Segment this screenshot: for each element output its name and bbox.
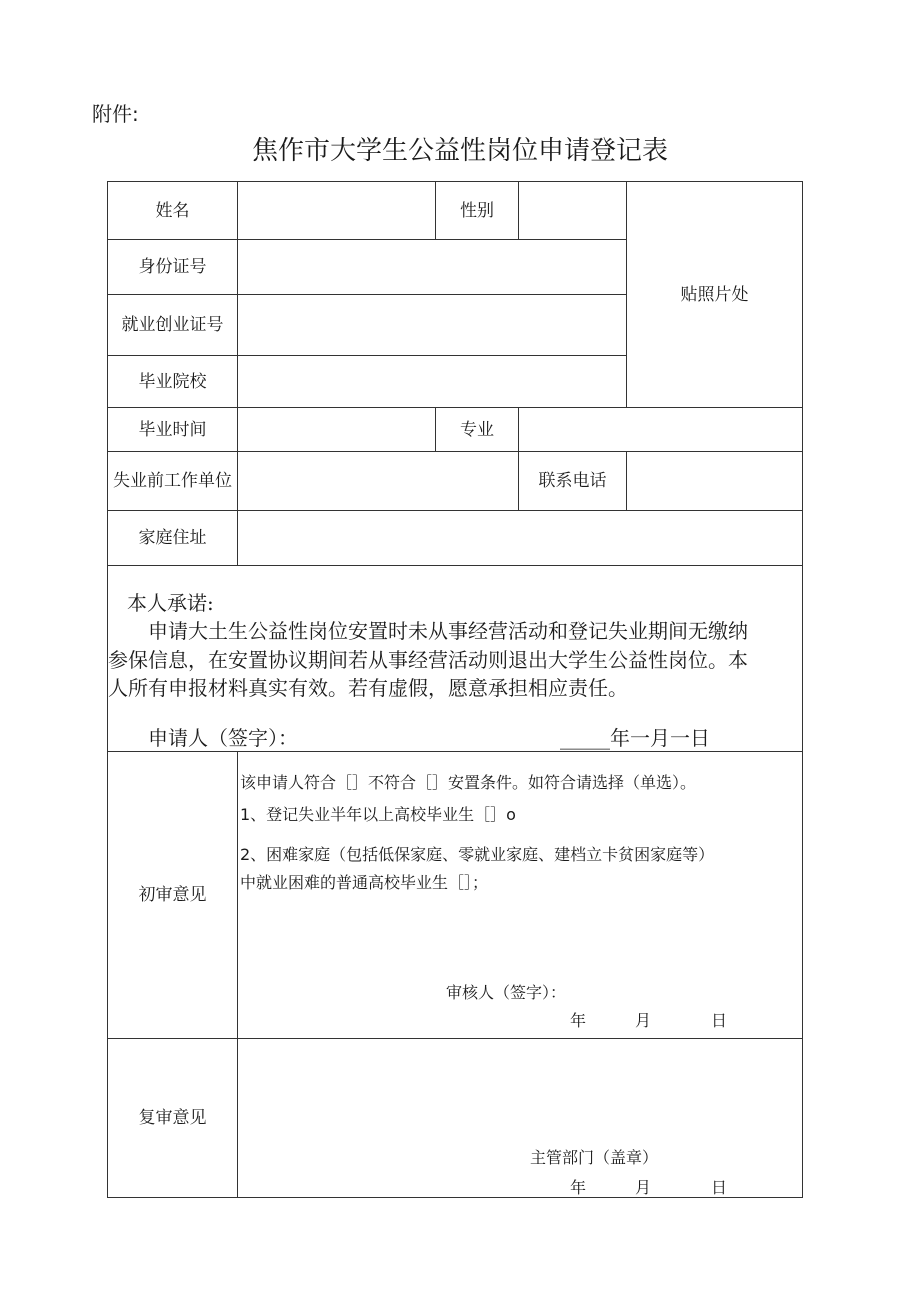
major-input[interactable] xyxy=(519,408,802,451)
name-label: 姓名 xyxy=(155,200,190,221)
grad-time-label: 毕业时间 xyxy=(138,419,207,440)
review-option-2[interactable]: 2、困难家庭（包括低保家庭、零就业家庭、建档立卡贫困家庭等） xyxy=(240,845,715,864)
row-line xyxy=(107,565,803,566)
pledge-line: 人所有申报材料真实有效。若有虚假，愿意承担相应责任。 xyxy=(108,676,628,700)
school-label: 毕业院校 xyxy=(138,371,207,392)
employment-cert-input[interactable] xyxy=(238,295,626,355)
second-review-day: 日 xyxy=(711,1178,728,1197)
second-review-month: 月 xyxy=(635,1178,652,1197)
review-month: 月 xyxy=(635,1011,652,1030)
phone-input[interactable] xyxy=(627,452,802,510)
id-number-label: 身份证号 xyxy=(138,257,207,277)
reviewer-signature-label: 审核人（签字）： xyxy=(446,983,567,1002)
attachment-label: 附件: xyxy=(92,102,139,126)
grad-time-input[interactable] xyxy=(238,408,435,451)
id-number-input[interactable] xyxy=(238,240,626,294)
prev-employer-label: 失业前工作单位 xyxy=(113,471,232,491)
initial-review-label: 初审意见 xyxy=(138,885,207,905)
col-line xyxy=(237,751,238,1198)
pledge-heading: 本人承诺: xyxy=(127,591,214,615)
dept-seal-label: 主管部门（盖章） xyxy=(530,1148,659,1167)
review-criteria-line: 该申请人符合［］不符合［］安置条件。如符合请选择（单选）。 xyxy=(240,773,697,792)
employment-cert-label: 就业创业证号 xyxy=(121,315,224,335)
table-border-right xyxy=(802,181,803,1198)
gender-label: 性别 xyxy=(460,200,494,221)
second-review-label: 复审意见 xyxy=(138,1108,207,1128)
photo-placeholder[interactable]: 贴照片处 xyxy=(680,284,749,305)
pledge-line: 申请大土生公益性岗位安置时未从事经营活动和登记失业期间无缴纳 xyxy=(148,619,748,643)
second-review-year: 年 xyxy=(570,1178,587,1197)
gender-input[interactable] xyxy=(519,182,626,239)
school-input[interactable] xyxy=(238,356,626,407)
applicant-signature-label: 申请人（签字）： xyxy=(148,726,298,750)
table-border-bottom xyxy=(107,1197,803,1198)
address-label: 家庭住址 xyxy=(138,528,207,548)
review-day: 日 xyxy=(711,1011,728,1030)
major-label: 专业 xyxy=(460,419,494,440)
name-input[interactable] xyxy=(238,182,435,239)
review-year: 年 xyxy=(570,1011,587,1030)
applicant-date: _____年一月一日 xyxy=(560,726,710,750)
prev-employer-input[interactable] xyxy=(238,452,518,510)
pledge-line: 参保信息，在安置协议期间若从事经营活动则退出大学生公益性岗位。本 xyxy=(108,648,748,672)
review-option-1[interactable]: 1、登记失业半年以上高校毕业生［］o xyxy=(240,805,516,824)
review-option-2-cont: 中就业困难的普通高校毕业生［］； xyxy=(240,873,489,892)
address-input[interactable] xyxy=(238,511,802,565)
form-title: 焦作市大学生公益性岗位申请登记表 xyxy=(251,136,668,166)
phone-label: 联系电话 xyxy=(538,471,607,491)
